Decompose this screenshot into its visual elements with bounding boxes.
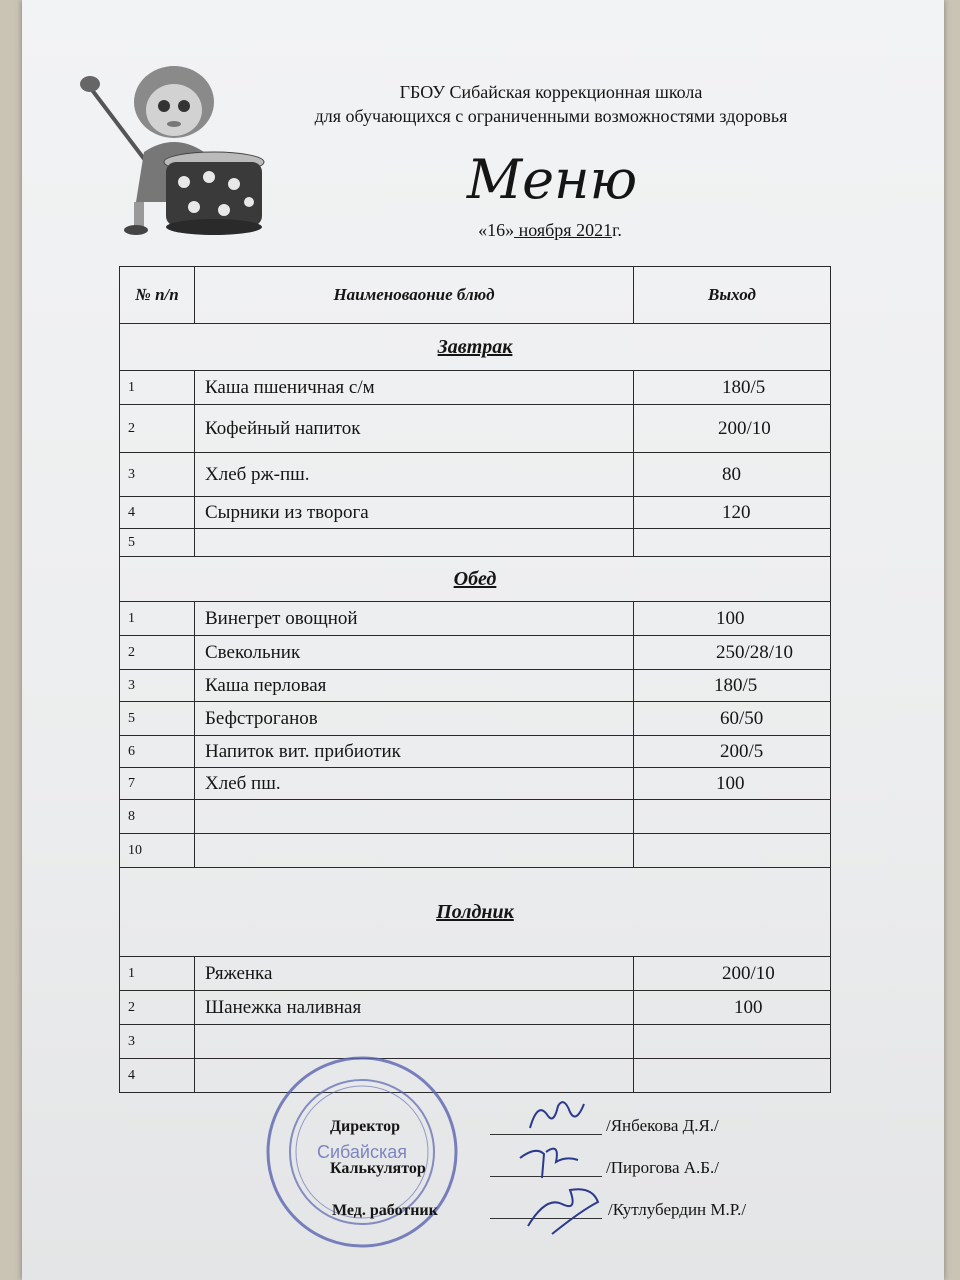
dish-name: Ряженка — [195, 957, 634, 991]
dish-output: 100 — [634, 768, 831, 800]
dish-output — [634, 800, 831, 834]
col-header-name: Наименоваоние блюд — [195, 267, 634, 324]
table-row — [120, 670, 831, 702]
dish-name: Хлеб рж-пш. — [195, 453, 634, 497]
dish-name: Кофейный напиток — [195, 405, 634, 453]
stamp-text: Сибайская — [316, 1142, 408, 1162]
row-number: 10 — [120, 834, 195, 868]
dish-name: Хлеб пш. — [195, 768, 634, 800]
menu-table — [119, 266, 831, 1093]
med-worker-label: Мед. работник — [332, 1202, 438, 1219]
dish-name: Бефстроганов — [195, 702, 634, 736]
row-number: 2 — [120, 636, 195, 670]
row-number: 2 — [120, 405, 195, 453]
date-year: 21 — [594, 220, 613, 240]
row-number: 1 — [120, 371, 195, 405]
signature-labels — [318, 1118, 438, 1244]
table-row — [120, 636, 831, 670]
row-number: 3 — [120, 1025, 195, 1059]
dish-name: Каша перловая — [195, 670, 634, 702]
table-row — [120, 957, 831, 991]
date-suffix: г. — [612, 220, 622, 240]
menu-table-body — [120, 324, 831, 1093]
table-row — [120, 453, 831, 497]
school-name — [262, 80, 840, 128]
dish-output — [634, 529, 831, 557]
col-header-output: Выход — [634, 267, 831, 324]
director-label: Директор — [330, 1118, 400, 1135]
table-row — [120, 602, 831, 636]
row-number: 8 — [120, 800, 195, 834]
table-row — [120, 768, 831, 800]
row-number: 4 — [120, 497, 195, 529]
section-row-snack — [120, 868, 831, 957]
table-row — [120, 834, 831, 868]
dish-output: 80 — [634, 453, 831, 497]
row-number: 3 — [120, 453, 195, 497]
section-title-lunch: Обед — [120, 557, 831, 602]
table-row — [120, 800, 831, 834]
school-name-line2: для обучающихся с ограниченными возможностями здоровья — [314, 106, 788, 126]
med-signature-icon — [522, 1176, 602, 1236]
calculator-label: Калькулятор — [330, 1160, 426, 1177]
table-header-row — [120, 267, 831, 324]
table-row — [120, 702, 831, 736]
calculator-name: /Пирогова А.Б./ — [606, 1158, 720, 1177]
dish-output: 250/28/10 — [634, 636, 831, 670]
row-number: 4 — [120, 1059, 195, 1093]
row-number: 1 — [120, 957, 195, 991]
dish-name: Каша пшеничная с/м — [195, 371, 634, 405]
table-row — [120, 1059, 831, 1093]
table-row — [120, 371, 831, 405]
row-number: 2 — [120, 991, 195, 1025]
dish-output: 200/10 — [634, 957, 831, 991]
dish-output: 100 — [634, 602, 831, 636]
table-row — [120, 1025, 831, 1059]
dish-name — [195, 834, 634, 868]
row-number: 3 — [120, 670, 195, 702]
dish-output: 100 — [634, 991, 831, 1025]
table-row — [120, 405, 831, 453]
table-row — [120, 497, 831, 529]
dish-output — [634, 834, 831, 868]
dish-name: Шанежка наливная — [195, 991, 634, 1025]
dish-name: Сырники из творога — [195, 497, 634, 529]
col-header-num: № п/п — [120, 267, 195, 324]
table-row — [120, 736, 831, 768]
school-name-line1: ГБОУ Сибайская коррекционная школа — [399, 82, 703, 102]
dish-output: 60/50 — [634, 702, 831, 736]
dish-output: 200/10 — [634, 405, 831, 453]
dish-output: 180/5 — [634, 371, 831, 405]
dish-output: 200/5 — [634, 736, 831, 768]
dish-output: 120 — [634, 497, 831, 529]
row-number: 1 — [120, 602, 195, 636]
date-day: «16» — [478, 220, 515, 240]
dish-name: Напиток вит. прибиотик — [195, 736, 634, 768]
menu-date — [420, 220, 680, 241]
director-signature-icon — [524, 1094, 594, 1138]
table-row — [120, 529, 831, 557]
dish-output — [634, 1025, 831, 1059]
date-month: ноября 20 — [514, 220, 595, 240]
dish-output: 180/5 — [634, 670, 831, 702]
row-number: 5 — [120, 702, 195, 736]
section-row-breakfast — [120, 324, 831, 371]
row-number: 6 — [120, 736, 195, 768]
dish-name — [195, 529, 634, 557]
section-title-breakfast: Завтрак — [120, 324, 831, 371]
section-title-snack: Полдник — [120, 868, 831, 957]
dish-output — [634, 1059, 831, 1093]
page-title: Меню — [466, 148, 638, 211]
section-row-lunch — [120, 557, 831, 602]
med-worker-name: /Кутлубердин М.Р./ — [608, 1200, 747, 1219]
dish-name: Свекольник — [195, 636, 634, 670]
director-name: /Янбекова Д.Я./ — [606, 1116, 719, 1135]
table-row — [120, 991, 831, 1025]
row-number: 5 — [120, 529, 195, 557]
masha-cooking-illustration-icon — [74, 62, 274, 242]
dish-name: Винегрет овощной — [195, 602, 634, 636]
dish-name — [195, 800, 634, 834]
row-number: 7 — [120, 768, 195, 800]
